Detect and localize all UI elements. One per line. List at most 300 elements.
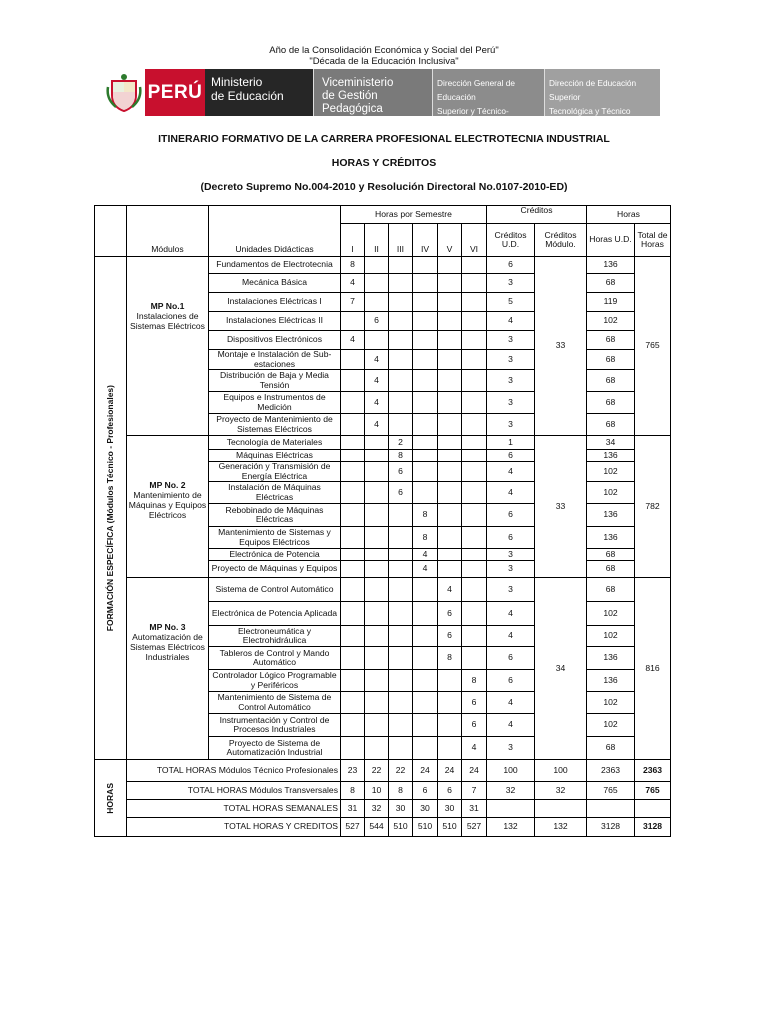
semester-hours [413,462,438,482]
semester-hours [389,504,413,527]
semester-hours: 8 [413,504,438,527]
semester-hours [365,462,389,482]
ministry-line-2: de Educación [211,89,284,103]
semester-hours [365,450,389,462]
semester-hours: 6 [389,482,413,504]
table-row [95,578,671,602]
viceministry-name [313,69,432,116]
semester-hours [438,350,462,370]
semester-hours: 4 [438,578,462,602]
unit-credits: 4 [487,462,535,482]
semester-hours: 8 [341,257,365,274]
module-total-hours: 765 [635,257,671,436]
total-label: TOTAL HORAS SEMANALES [127,800,341,818]
unit-credits: 3 [487,274,535,293]
document-subtitle: HORAS Y CRÉDITOS [331,157,437,169]
semester-hours [438,482,462,504]
semester-hours [341,670,365,692]
semester-hours [413,350,438,370]
semester-hours: 4 [341,274,365,293]
semester-hours [365,436,389,450]
module-credits: 33 [535,257,587,436]
unit-name: Electrónica de Potencia [209,549,341,561]
semester-hours [341,350,365,370]
unit-credits: 3 [487,578,535,602]
semester-hours [389,414,413,436]
unit-name: Electrónica de Potencia Aplicada [209,602,341,626]
semester-hours [413,714,438,737]
total-semester-hours: 23 [341,760,365,782]
ministry-line-1: Ministerio [211,75,263,89]
table-row [95,782,671,800]
semester-hours: 8 [389,450,413,462]
horas-label: HORAS [104,782,115,814]
unit-credits: 1 [487,436,535,450]
unit-credits: 4 [487,626,535,647]
semester-hours [413,737,438,760]
unit-hours: 102 [587,602,635,626]
unit-credits: 6 [487,647,535,670]
unit-credits: 6 [487,450,535,462]
total-semester-hours: 510 [389,818,413,837]
semester-hours [341,714,365,737]
semester-hours [462,561,487,578]
unit-name: Instalación de Máquinas Eléctricas [209,482,341,504]
document-title: ITINERARIO FORMATIVO DE LA CARRERA PROFESIONAL ELECTROTECNIA INDUSTRIAL [158,133,610,145]
semester-hours [438,549,462,561]
module-name: Automatización de Sistemas Eléctricos Industriales [130,632,205,662]
total-semester-hours: 6 [413,782,438,800]
semester-hours [413,602,438,626]
semester-hours [438,392,462,414]
semester-hours [341,602,365,626]
semester-hours [413,331,438,350]
unit-name: Fundamentos de Electrotecnia [209,257,341,274]
total-semester-hours: 24 [438,760,462,782]
semester-hours [341,392,365,414]
general-directorate-name [432,69,544,130]
semester-hours [389,602,413,626]
total-credits-ud: 32 [487,782,535,800]
total-semester-hours: 544 [365,818,389,837]
header-creditos-modulo: Créditos Módulo. [535,224,587,257]
semester-hours [365,692,389,714]
semester-hours [438,450,462,462]
total-credits-ud: 100 [487,760,535,782]
unit-credits: 4 [487,714,535,737]
semester-hours [365,737,389,760]
semester-hours [389,370,413,392]
unit-credits: 3 [487,737,535,760]
semester-hours [413,312,438,331]
semester-hours [365,331,389,350]
semester-hours [438,561,462,578]
unit-credits: 3 [487,561,535,578]
unit-name: Proyecto de Mantenimiento de Sistemas Eléctricos [209,414,341,436]
unit-hours: 136 [587,504,635,527]
coat-of-arms-icon [103,69,145,116]
semester-hours [365,274,389,293]
semester-hours [462,350,487,370]
unit-hours: 102 [587,482,635,504]
semester-hours [389,274,413,293]
semester-hours [389,626,413,647]
total-label: TOTAL HORAS Módulos Transversales [127,782,341,800]
semester-hours [389,293,413,312]
year-motto: Año de la Consolidación Económica y Social del Perú" [269,45,499,56]
semester-hours: 4 [365,392,389,414]
total-semester-hours: 24 [462,760,487,782]
semester-hours [413,370,438,392]
unit-name: Máquinas Eléctricas [209,450,341,462]
table-row [95,206,671,224]
unit-credits: 3 [487,370,535,392]
table-row [95,257,671,274]
unit-hours: 136 [587,527,635,549]
module-credits: 34 [535,578,587,760]
semester-hours [462,450,487,462]
semester-hours [462,392,487,414]
semester-hours [462,312,487,331]
unit-name: Proyecto de Máquinas y Equipos [209,561,341,578]
semester-hours [341,692,365,714]
semester-hours [462,504,487,527]
unit-name: Mecánica Básica [209,274,341,293]
semester-hours [462,602,487,626]
semester-hours [341,647,365,670]
unit-credits: 4 [487,692,535,714]
semester-hours [341,626,365,647]
unit-name: Mantenimiento de Sistema de Control Automático [209,692,341,714]
semester-hours [462,482,487,504]
semester-hours [462,331,487,350]
total-credits-ud: 132 [487,818,535,837]
header-creditos-ud: Créditos U.D. [487,224,535,257]
semester-hours [413,482,438,504]
semester-hours [341,549,365,561]
total-semester-hours: 510 [438,818,462,837]
total-semester-hours: 527 [462,818,487,837]
semester-hours: 4 [365,370,389,392]
module-name: Instalaciones de Sistemas Eléctricos [130,311,205,331]
semester-hours [462,647,487,670]
semester-hours [438,737,462,760]
semester-hours [365,714,389,737]
semester-hours [413,392,438,414]
total-hours: 3128 [635,818,671,837]
semester-hours [389,392,413,414]
unit-name: Instalaciones Eléctricas I [209,293,341,312]
unit-hours: 68 [587,549,635,561]
semester-hours [389,527,413,549]
semester-hours [365,602,389,626]
total-semester-hours: 31 [462,800,487,818]
semester-hours [389,312,413,331]
unit-name: Equipos e Instrumentos de Medición [209,392,341,414]
unit-credits: 6 [487,257,535,274]
semester-hours: 4 [365,414,389,436]
total-hours-ud [587,800,635,818]
corner-cell [95,206,127,257]
semester-hours [413,626,438,647]
semester-hours [341,527,365,549]
table-row [95,818,671,837]
total-semester-hours: 30 [438,800,462,818]
total-hours: 765 [635,782,671,800]
total-hours-ud: 2363 [587,760,635,782]
semester-hours [413,436,438,450]
unit-hours: 136 [587,450,635,462]
unit-hours: 34 [587,436,635,450]
section-label-cell [95,257,127,760]
ministry-name [205,69,313,116]
unit-hours: 68 [587,350,635,370]
semester-hours [341,370,365,392]
header-semester: IV [413,224,438,257]
semester-hours [462,527,487,549]
semester-hours [413,414,438,436]
unit-credits: 3 [487,331,535,350]
semester-hours [462,274,487,293]
unit-credits: 3 [487,414,535,436]
semester-hours [389,647,413,670]
semester-hours: 4 [413,549,438,561]
semester-hours: 6 [438,602,462,626]
unit-name: Sistema de Control Automático [209,578,341,602]
semester-hours [438,331,462,350]
header-semester: VI [462,224,487,257]
unit-name: Proyecto de Sistema de Automatización Industrial [209,737,341,760]
semester-hours: 6 [365,312,389,331]
semester-hours [365,626,389,647]
semester-hours [341,737,365,760]
header-creditos: Créditos [487,206,587,224]
total-credits-ud [487,800,535,818]
semester-hours [438,527,462,549]
semester-hours [389,737,413,760]
semester-hours [365,578,389,602]
unit-credits: 4 [487,482,535,504]
semester-hours [341,482,365,504]
header-semester: I [341,224,365,257]
semester-hours [365,670,389,692]
semester-hours [438,312,462,331]
semester-hours [389,578,413,602]
total-semester-hours: 7 [462,782,487,800]
module-total-hours: 816 [635,578,671,760]
unit-hours: 68 [587,370,635,392]
semester-hours: 4 [365,350,389,370]
semester-hours [438,670,462,692]
semester-hours [438,462,462,482]
module-title: MP No.1 [150,301,185,311]
unit-name: Mantenimiento de Sistemas y Equipos Eléctricos [209,527,341,549]
semester-hours [389,561,413,578]
semester-hours [389,257,413,274]
total-hours [635,800,671,818]
total-hours: 2363 [635,760,671,782]
semester-hours [462,257,487,274]
semester-hours [341,578,365,602]
unit-name: Electroneumática y Electrohidráulica [209,626,341,647]
total-hours-ud: 765 [587,782,635,800]
table-row [95,436,671,450]
unit-hours: 119 [587,293,635,312]
unit-hours: 68 [587,331,635,350]
unit-hours: 68 [587,392,635,414]
total-semester-hours: 31 [341,800,365,818]
semester-hours: 6 [438,626,462,647]
semester-hours: 6 [389,462,413,482]
unit-hours: 102 [587,462,635,482]
module-cell [127,578,209,760]
semester-hours [462,462,487,482]
decade-motto: "Década de la Educación Inclusiva" [309,56,459,67]
total-semester-hours: 10 [365,782,389,800]
unit-credits: 3 [487,549,535,561]
de-line-2: Tecnológica y Técnico Productiva [549,106,631,130]
semester-hours: 8 [462,670,487,692]
vice-line-2: de Gestión Pedagógica [322,90,383,115]
total-semester-hours: 510 [413,818,438,837]
semester-hours [413,692,438,714]
itinerary-table [94,205,671,837]
semester-hours [438,414,462,436]
vice-line-1: Viceministerio [322,77,394,89]
unit-name: Tableros de Control y Mando Automático [209,647,341,670]
unit-hours: 102 [587,692,635,714]
header-semester: III [389,224,413,257]
semester-hours [389,350,413,370]
semester-hours [462,414,487,436]
total-hours-ud: 3128 [587,818,635,837]
semester-hours [413,450,438,462]
table-row [95,800,671,818]
semester-hours [341,312,365,331]
unit-name: Tecnología de Materiales [209,436,341,450]
semester-hours [365,482,389,504]
semester-hours: 4 [462,737,487,760]
semester-hours [389,692,413,714]
unit-name: Instrumentación y Control de Procesos Industriales [209,714,341,737]
dg-line-1: Dirección General de Educación [437,78,515,102]
total-semester-hours: 30 [413,800,438,818]
header-total-horas: Total de Horas [635,224,671,257]
semester-hours [413,293,438,312]
unit-hours: 136 [587,257,635,274]
unit-credits: 5 [487,293,535,312]
semester-hours: 8 [413,527,438,549]
unit-credits: 6 [487,670,535,692]
total-semester-hours: 22 [365,760,389,782]
total-semester-hours: 32 [365,800,389,818]
semester-hours [389,714,413,737]
semester-hours [389,670,413,692]
semester-hours [413,670,438,692]
semester-hours [365,549,389,561]
total-label: TOTAL HORAS Y CREDITOS [127,818,341,837]
dg-line-2: Superior y Técnico-Profesional [437,106,509,130]
total-semester-hours: 30 [389,800,413,818]
semester-hours [462,436,487,450]
semester-hours [341,504,365,527]
semester-hours [365,257,389,274]
module-total-hours: 782 [635,436,671,578]
unit-hours: 68 [587,561,635,578]
header-semester: II [365,224,389,257]
semester-hours: 6 [462,692,487,714]
unit-name: Montaje e Instalación de Sub-estaciones [209,350,341,370]
semester-hours [438,274,462,293]
unit-credits: 4 [487,602,535,626]
unit-hours: 68 [587,414,635,436]
unit-hours: 68 [587,274,635,293]
semester-hours [341,450,365,462]
total-semester-hours: 8 [341,782,365,800]
module-title: MP No. 2 [149,480,186,490]
total-semester-hours: 22 [389,760,413,782]
unit-name: Distribución de Baja y Media Tensión [209,370,341,392]
semester-hours [341,414,365,436]
semester-hours [413,647,438,670]
header-horas-semestre: Horas por Semestre [341,206,487,224]
module-cell [127,436,209,578]
unit-hours: 102 [587,714,635,737]
semester-hours [413,274,438,293]
unit-credits: 3 [487,350,535,370]
module-credits: 33 [535,436,587,578]
header-horas-ud: Horas U.D. [587,224,635,257]
semester-hours [462,370,487,392]
semester-hours [341,462,365,482]
semester-hours [365,504,389,527]
semester-hours [365,293,389,312]
unit-hours: 68 [587,737,635,760]
header-semester: V [438,224,462,257]
section-label: FORMACIÓN ESPECÍFICA (Módulos Técnico - Profesionales) [104,384,115,632]
module-title: MP No. 3 [149,622,186,632]
de-line-1: Dirección de Educación Superior [549,78,637,102]
unit-name: Controlador Lógico Programable y Periféricos [209,670,341,692]
directorate-name [544,69,660,130]
semester-hours [438,257,462,274]
semester-hours [462,578,487,602]
semester-hours: 7 [341,293,365,312]
table-row [95,760,671,782]
unit-hours: 136 [587,670,635,692]
semester-hours [438,714,462,737]
unit-name: Instalaciones Eléctricas II [209,312,341,331]
semester-hours [438,436,462,450]
semester-hours [341,561,365,578]
total-semester-hours: 8 [389,782,413,800]
horas-label-cell [95,760,127,837]
semester-hours: 2 [389,436,413,450]
decree-reference: (Decreto Supremo No.004-2010 y Resolución Directoral No.0107-2010-ED) [200,181,568,193]
unit-credits: 4 [487,312,535,331]
total-semester-hours: 24 [413,760,438,782]
semester-hours [438,504,462,527]
unit-name: Dispositivos Electrónicos [209,331,341,350]
semester-hours [462,626,487,647]
semester-hours [438,293,462,312]
unit-name: Generación y Transmisión de Energía Eléctrica [209,462,341,482]
module-cell [127,257,209,436]
unit-hours: 136 [587,647,635,670]
unit-hours: 68 [587,578,635,602]
unit-credits: 3 [487,392,535,414]
total-credits-module: 132 [535,818,587,837]
